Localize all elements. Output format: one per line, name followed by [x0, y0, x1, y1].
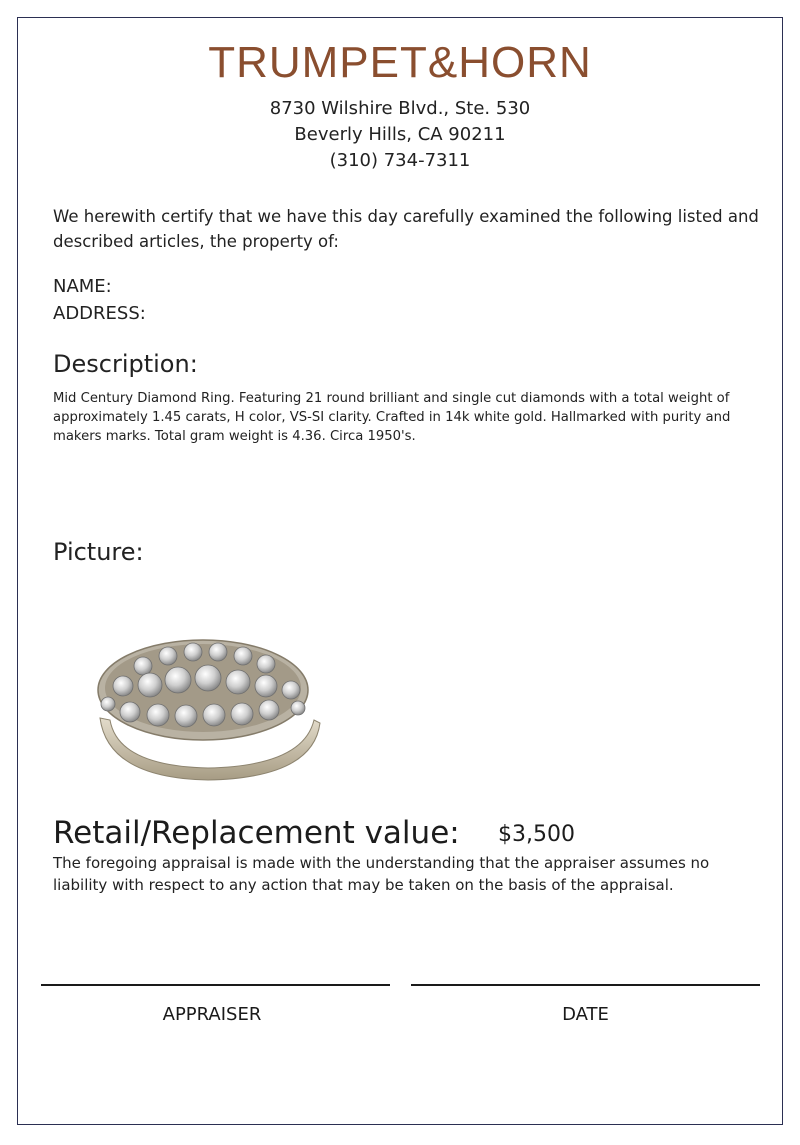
picture-heading: Picture: — [53, 538, 144, 566]
document-border — [17, 17, 783, 1125]
appraiser-label: APPRAISER — [162, 1004, 262, 1025]
description-text: Mid Century Diamond Ring. Featuring 21 round brilliant and single cut diamonds with a total weight of approximately 1.45 carats, H color, VS-SI clarity. Crafted in 14k white gold. Hallmarked with purity and makers marks. Total gram weight is 4.36. Circa 1950's. — [53, 391, 731, 444]
date-label: DATE — [562, 1004, 609, 1025]
value-label: Retail/Replacement value: — [53, 815, 460, 851]
address-line-2: Beverly Hills, CA 90211 — [294, 124, 506, 145]
certification-statement: We herewith certify that we have this day carefully examined the following listed and described articles, the property of: — [53, 207, 759, 251]
description-heading: Description: — [53, 350, 198, 378]
address-line-1: 8730 Wilshire Blvd., Ste. 530 — [269, 98, 531, 119]
value-amount: $3,500 — [498, 822, 575, 847]
owner-address-label: ADDRESS: — [53, 303, 146, 324]
owner-name-label: NAME: — [53, 276, 112, 297]
brand-logo: TRUMPET&HORN — [208, 38, 592, 87]
appraisal-disclaimer: The foregoing appraisal is made with the understanding that the appraiser assumes no liability with respect to any action that may be taken on the basis of the appraisal. — [53, 854, 710, 894]
ring-photo — [88, 628, 328, 788]
appraiser-signature-line — [41, 984, 390, 986]
date-signature-line — [411, 984, 760, 986]
phone-number: (310) 734-7311 — [329, 150, 471, 171]
